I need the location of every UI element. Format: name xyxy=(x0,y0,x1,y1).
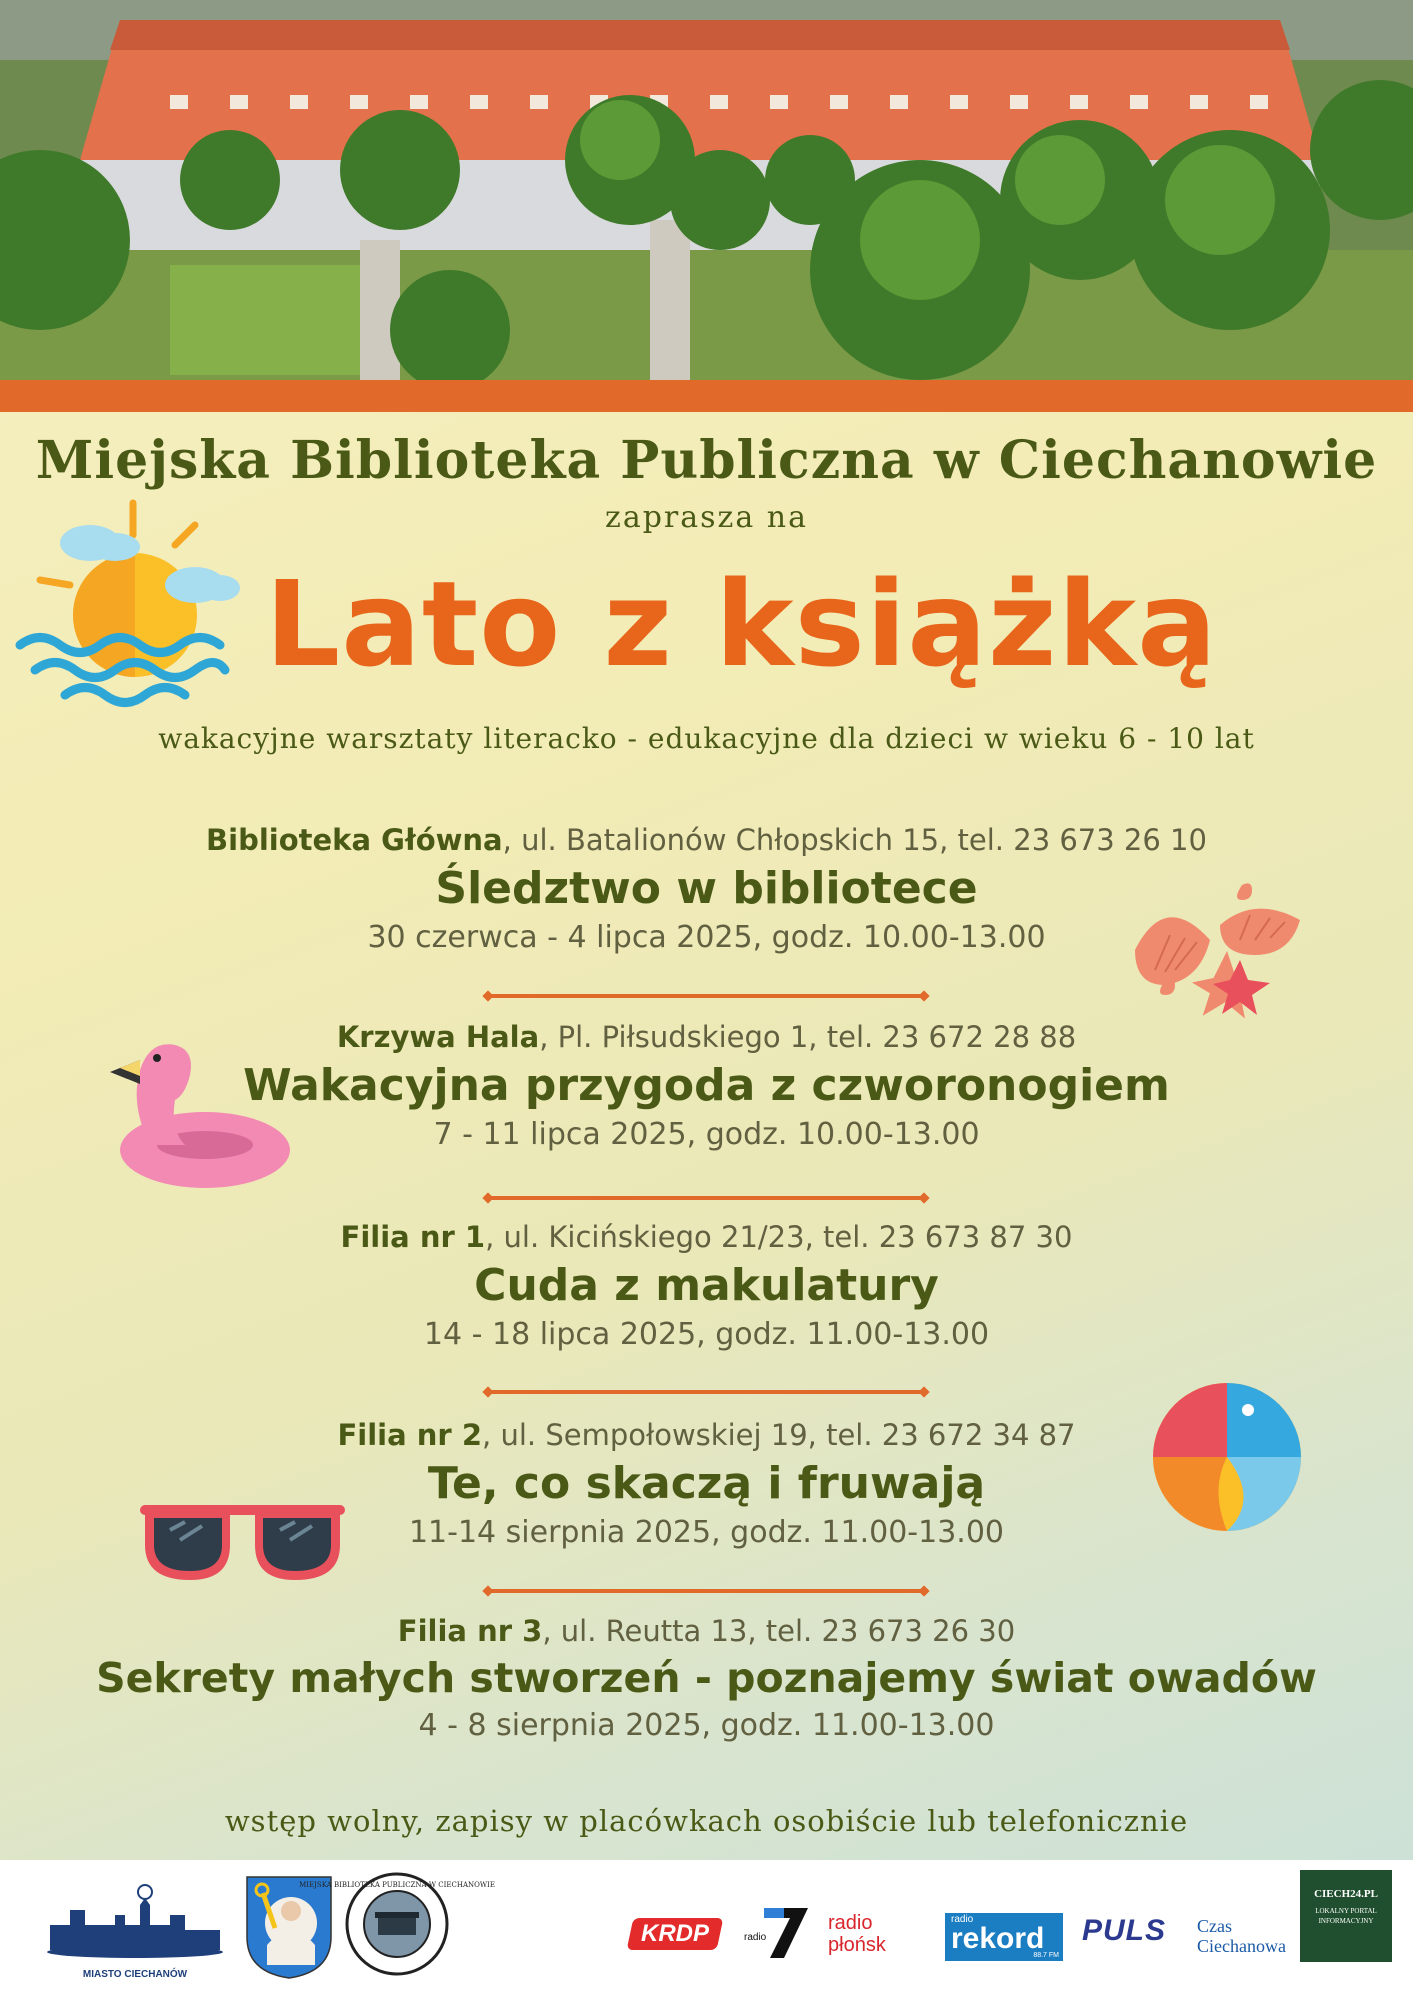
radio7-mark-icon xyxy=(750,1900,810,1960)
radio7-logo[interactable] xyxy=(744,1900,810,1960)
radio-plonsk-logo[interactable] xyxy=(828,1912,923,1958)
event-date: 30 czerwca - 4 lipca 2025, godz. 10.00-13.00 xyxy=(367,920,1046,955)
radio-rekord-label: rekord xyxy=(951,1922,1045,1955)
castle-icon xyxy=(45,1880,225,1965)
orange-band xyxy=(0,380,1413,412)
sun-waves-icon xyxy=(15,495,245,720)
beach-ball-icon xyxy=(1150,1380,1305,1535)
sponsor-logo-bar xyxy=(0,1860,1413,2000)
event-item xyxy=(0,1614,1413,1743)
puls-logo[interactable] xyxy=(1082,1914,1177,1956)
library-seal-logo[interactable] xyxy=(299,1872,495,1977)
event-address: , ul. Batalionów Chłopskich 15, tel. 23 673 26 10 xyxy=(502,823,1207,857)
divider-line xyxy=(483,1585,930,1597)
ciech24-sub: LOKALNY PORTAL INFORMACYJNY xyxy=(1315,1907,1377,1925)
event-title: Wakacyjna przygoda z czworonogiem xyxy=(243,1060,1170,1111)
event-date: 11-14 sierpnia 2025, godz. 11.00-13.00 xyxy=(408,1515,1005,1550)
event-title: Sekrety małych stworzeń - poznajemy świat owadów xyxy=(96,1654,1317,1702)
event-location xyxy=(0,823,1413,857)
krdp-logo[interactable] xyxy=(627,1918,724,1950)
ciech24-title: CIECH24.PL xyxy=(1314,1888,1378,1900)
radio-rekord-small: radio xyxy=(951,1914,974,1925)
event-place: Filia nr 1 xyxy=(340,1220,486,1254)
puls-label: PULS xyxy=(1082,1914,1167,1947)
event-address: , Pl. Piłsudskiego 1, tel. 23 672 28 88 xyxy=(539,1020,1077,1054)
city-coat-of-arms-logo[interactable] xyxy=(245,1875,333,1980)
event-address: , ul. Sempołowskiej 19, tel. 23 672 34 87 xyxy=(482,1418,1076,1452)
event-item xyxy=(0,1220,1413,1352)
event-place: Filia nr 3 xyxy=(397,1614,543,1648)
event-title: Te, co skaczą i fruwają xyxy=(427,1458,986,1509)
krdp-label: KRDP xyxy=(640,1920,709,1947)
radio-plonsk-label: radio płońsk xyxy=(828,1912,886,1956)
library-name: Miejska Biblioteka Publiczna w Ciechanowie xyxy=(35,430,1378,491)
library-seal-text: MIEJSKA BIBLIOTEKA PUBLICZNA W CIECHANOWIE xyxy=(299,1881,495,1889)
ciech24-logo[interactable] xyxy=(1300,1870,1392,1962)
czas-ciechanowa-logo[interactable] xyxy=(1197,1916,1289,1964)
seashells-icon xyxy=(1125,880,1305,1020)
event-location xyxy=(0,1220,1413,1254)
miasto-label: MIASTO CIECHANÓW xyxy=(82,1969,188,1980)
divider-line xyxy=(483,990,930,1002)
miasto-ciechanow-logo[interactable] xyxy=(45,1880,225,1985)
radio7-label: radio xyxy=(744,1932,767,1943)
event-date: 4 - 8 sierpnia 2025, godz. 11.00-13.00 xyxy=(418,1708,995,1743)
radio-rekord-logo[interactable] xyxy=(945,1913,1063,1961)
subtitle: wakacyjne warsztaty literacko - edukacyjne dla dzieci w wieku 6 - 10 lat xyxy=(158,722,1255,755)
sunglasses-icon xyxy=(140,1500,345,1585)
event-place: Krzywa Hala xyxy=(336,1020,540,1054)
event-address: , ul. Kicińskiego 21/23, tel. 23 673 87 30 xyxy=(485,1220,1073,1254)
event-title: Cuda z makulatury xyxy=(474,1260,939,1311)
czas-label: Czas Ciechanowa xyxy=(1197,1916,1286,1956)
event-title: Śledztwo w bibliotece xyxy=(435,863,978,914)
event-location xyxy=(0,1614,1413,1648)
library-building-photo xyxy=(0,0,1413,380)
divider-line xyxy=(483,1192,930,1204)
invites-text: zaprasza na xyxy=(605,500,808,535)
footer-note: wstęp wolny, zapisy w placówkach osobiście lub telefonicznie xyxy=(224,1804,1189,1838)
event-place: Filia nr 2 xyxy=(337,1418,483,1452)
event-place: Biblioteka Główna xyxy=(206,823,503,857)
event-date: 7 - 11 lipca 2025, godz. 10.00-13.00 xyxy=(433,1117,980,1152)
flamingo-float-icon xyxy=(95,1030,295,1195)
main-title: Lato z książką xyxy=(265,555,1218,693)
divider-line xyxy=(483,1386,930,1398)
event-date: 14 - 18 lipca 2025, godz. 11.00-13.00 xyxy=(423,1317,990,1352)
event-address: , ul. Reutta 13, tel. 23 673 26 30 xyxy=(542,1614,1016,1648)
radio-rekord-freq: 88.7 FM xyxy=(1033,1952,1059,1959)
